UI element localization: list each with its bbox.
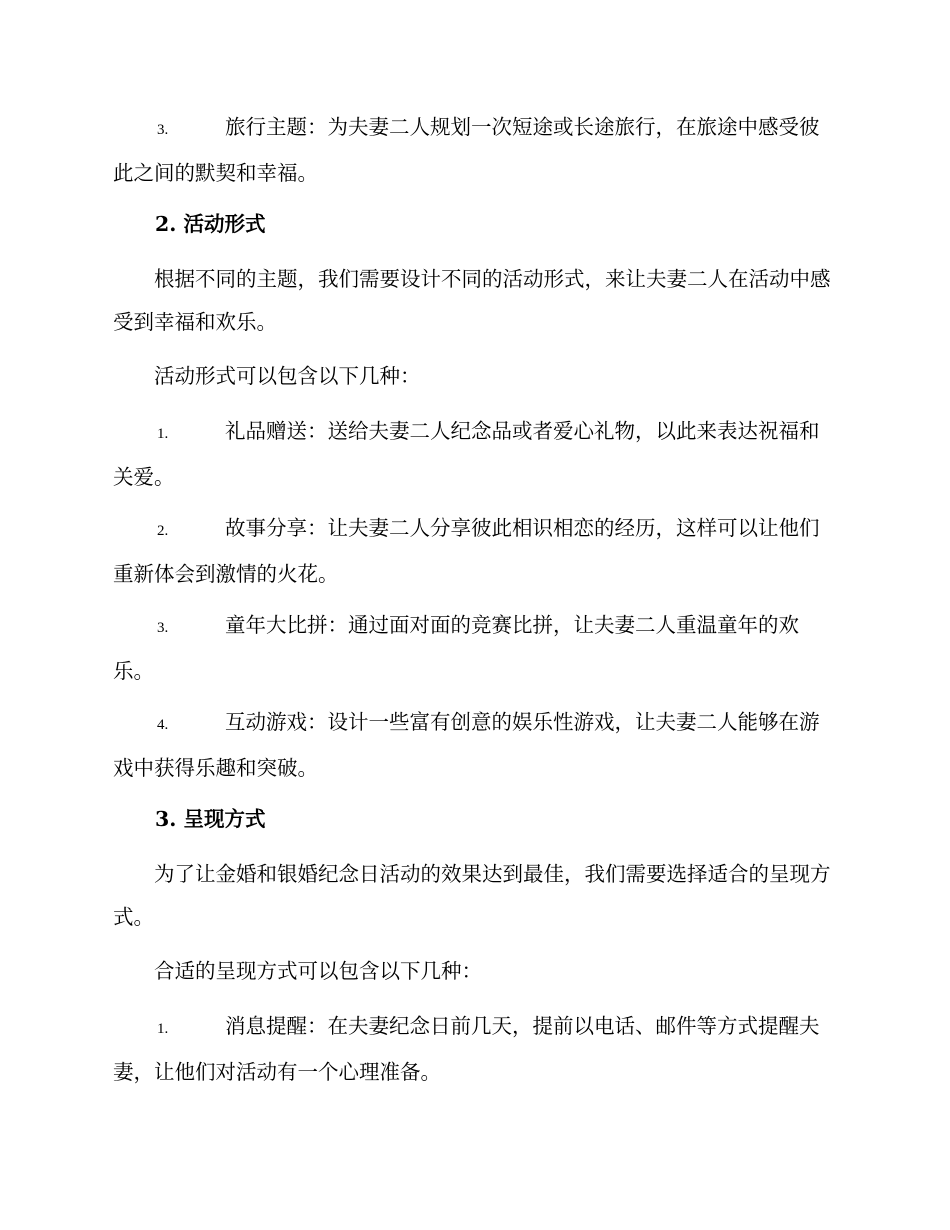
section-heading-presentation — [113, 798, 835, 841]
paragraph-presentation-list-intro — [113, 950, 835, 993]
list-number: 1. — [157, 426, 169, 442]
list-number: 2. — [157, 523, 169, 539]
list-item-game — [113, 701, 835, 790]
list-item-story — [113, 507, 835, 596]
paragraph-activity-list-intro — [113, 355, 835, 398]
paragraph-text: 活动形式可以包含以下几种： — [154, 364, 421, 388]
list-item-travel-theme — [113, 106, 835, 195]
list-number: 3. — [157, 620, 169, 636]
list-item-reminder — [113, 1005, 835, 1094]
heading-text: 2. 活动形式 — [155, 212, 266, 236]
list-text: 旅行主题：为夫妻二人规划一次短途或长途旅行，在旅途中感受彼此之间的默契和幸福。 — [113, 115, 820, 185]
paragraph-text: 根据不同的主题，我们需要设计不同的活动形式，来让夫妻二人在活动中感受到幸福和欢乐。 — [113, 267, 831, 334]
paragraph-presentation-intro — [113, 853, 835, 939]
list-number: 3. — [157, 122, 169, 138]
paragraph-text: 合适的呈现方式可以包含以下几种： — [154, 959, 482, 983]
list-text: 消息提醒：在夫妻纪念日前几天，提前以电话、邮件等方式提醒夫妻，让他们对活动有一个心理准备。 — [113, 1014, 820, 1084]
list-text: 礼品赠送：送给夫妻二人纪念品或者爱心礼物，以此来表达祝福和关爱。 — [113, 419, 820, 489]
section-heading-activity-form — [113, 203, 835, 246]
list-text: 故事分享：让夫妻二人分享彼此相识相恋的经历，这样可以让他们重新体会到激情的火花。 — [113, 516, 820, 586]
list-item-childhood — [113, 604, 835, 693]
paragraph-text: 为了让金婚和银婚纪念日活动的效果达到最佳，我们需要选择适合的呈现方式。 — [113, 862, 831, 929]
list-text: 童年大比拼：通过面对面的竞赛比拼，让夫妻二人重温童年的欢乐。 — [113, 613, 799, 683]
list-number: 4. — [157, 717, 169, 733]
list-number: 1. — [157, 1021, 169, 1037]
paragraph-activity-intro — [113, 258, 835, 344]
list-item-gift — [113, 410, 835, 499]
heading-text: 3. 呈现方式 — [155, 807, 266, 831]
list-text: 互动游戏：设计一些富有创意的娱乐性游戏，让夫妻二人能够在游戏中获得乐趣和突破。 — [113, 710, 820, 780]
